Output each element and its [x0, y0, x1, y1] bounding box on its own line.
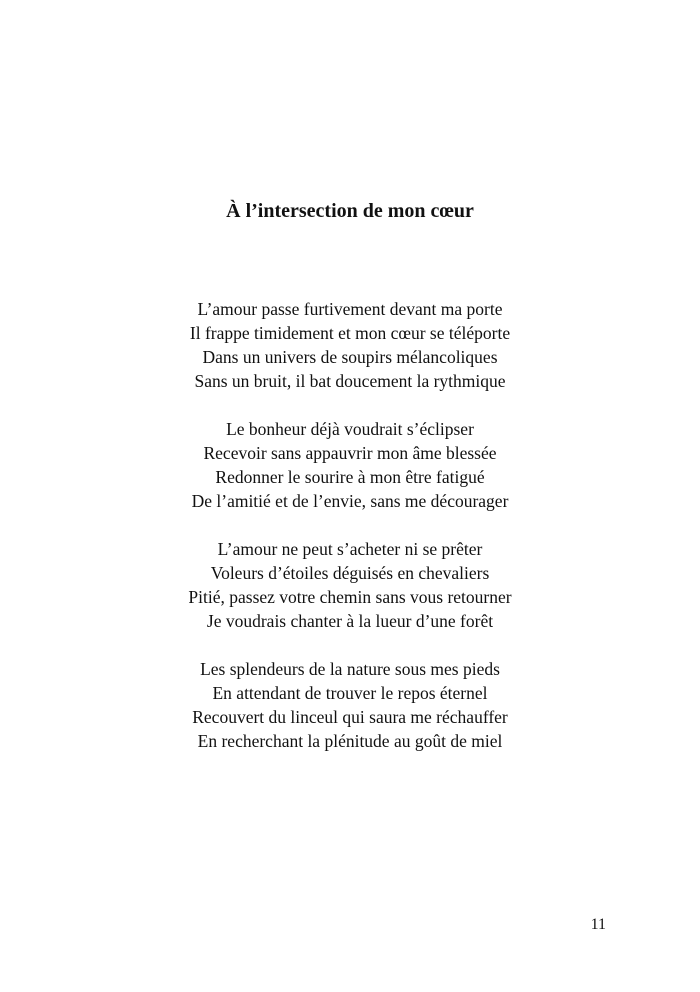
- poem-line: Pitié, passez votre chemin sans vous retourner: [188, 587, 512, 607]
- poem-line: Je voudrais chanter à la lueur d’une forêt: [206, 611, 494, 631]
- page-number: 11: [590, 916, 606, 933]
- stanza-4: [0, 657, 700, 753]
- poem-line: Les splendeurs de la nature sous mes pieds: [200, 659, 500, 679]
- poem-line: Il frappe timidement et mon cœur se téléporte: [189, 323, 511, 343]
- poem-line: En recherchant la plénitude au goût de miel: [197, 731, 503, 751]
- poem-line: Le bonheur déjà voudrait s’éclipser: [226, 419, 474, 439]
- poem-line: L’amour ne peut s’acheter ni se prêter: [217, 539, 483, 559]
- poem-line: Recouvert du linceul qui saura me réchauffer: [192, 707, 508, 727]
- stanza-3: [0, 537, 700, 633]
- poem-body: [0, 297, 700, 777]
- poem-line: Sans un bruit, il bat doucement la rythmique: [194, 371, 506, 391]
- poem-line: Voleurs d’étoiles déguisés en chevaliers: [210, 563, 490, 583]
- poem-line: L’amour passe furtivement devant ma porte: [197, 299, 503, 319]
- stanza-1: [0, 297, 700, 393]
- poem-line: Recevoir sans appauvrir mon âme blessée: [203, 443, 497, 463]
- poem-line: Dans un univers de soupirs mélancoliques: [202, 347, 498, 367]
- poem-line: De l’amitié et de l’envie, sans me décourager: [191, 491, 509, 511]
- poem-line: En attendant de trouver le repos éternel: [212, 683, 488, 703]
- stanza-2: [0, 417, 700, 513]
- poem-title: À l’intersection de mon cœur: [226, 200, 474, 222]
- poem-line: Redonner le sourire à mon être fatigué: [215, 467, 485, 487]
